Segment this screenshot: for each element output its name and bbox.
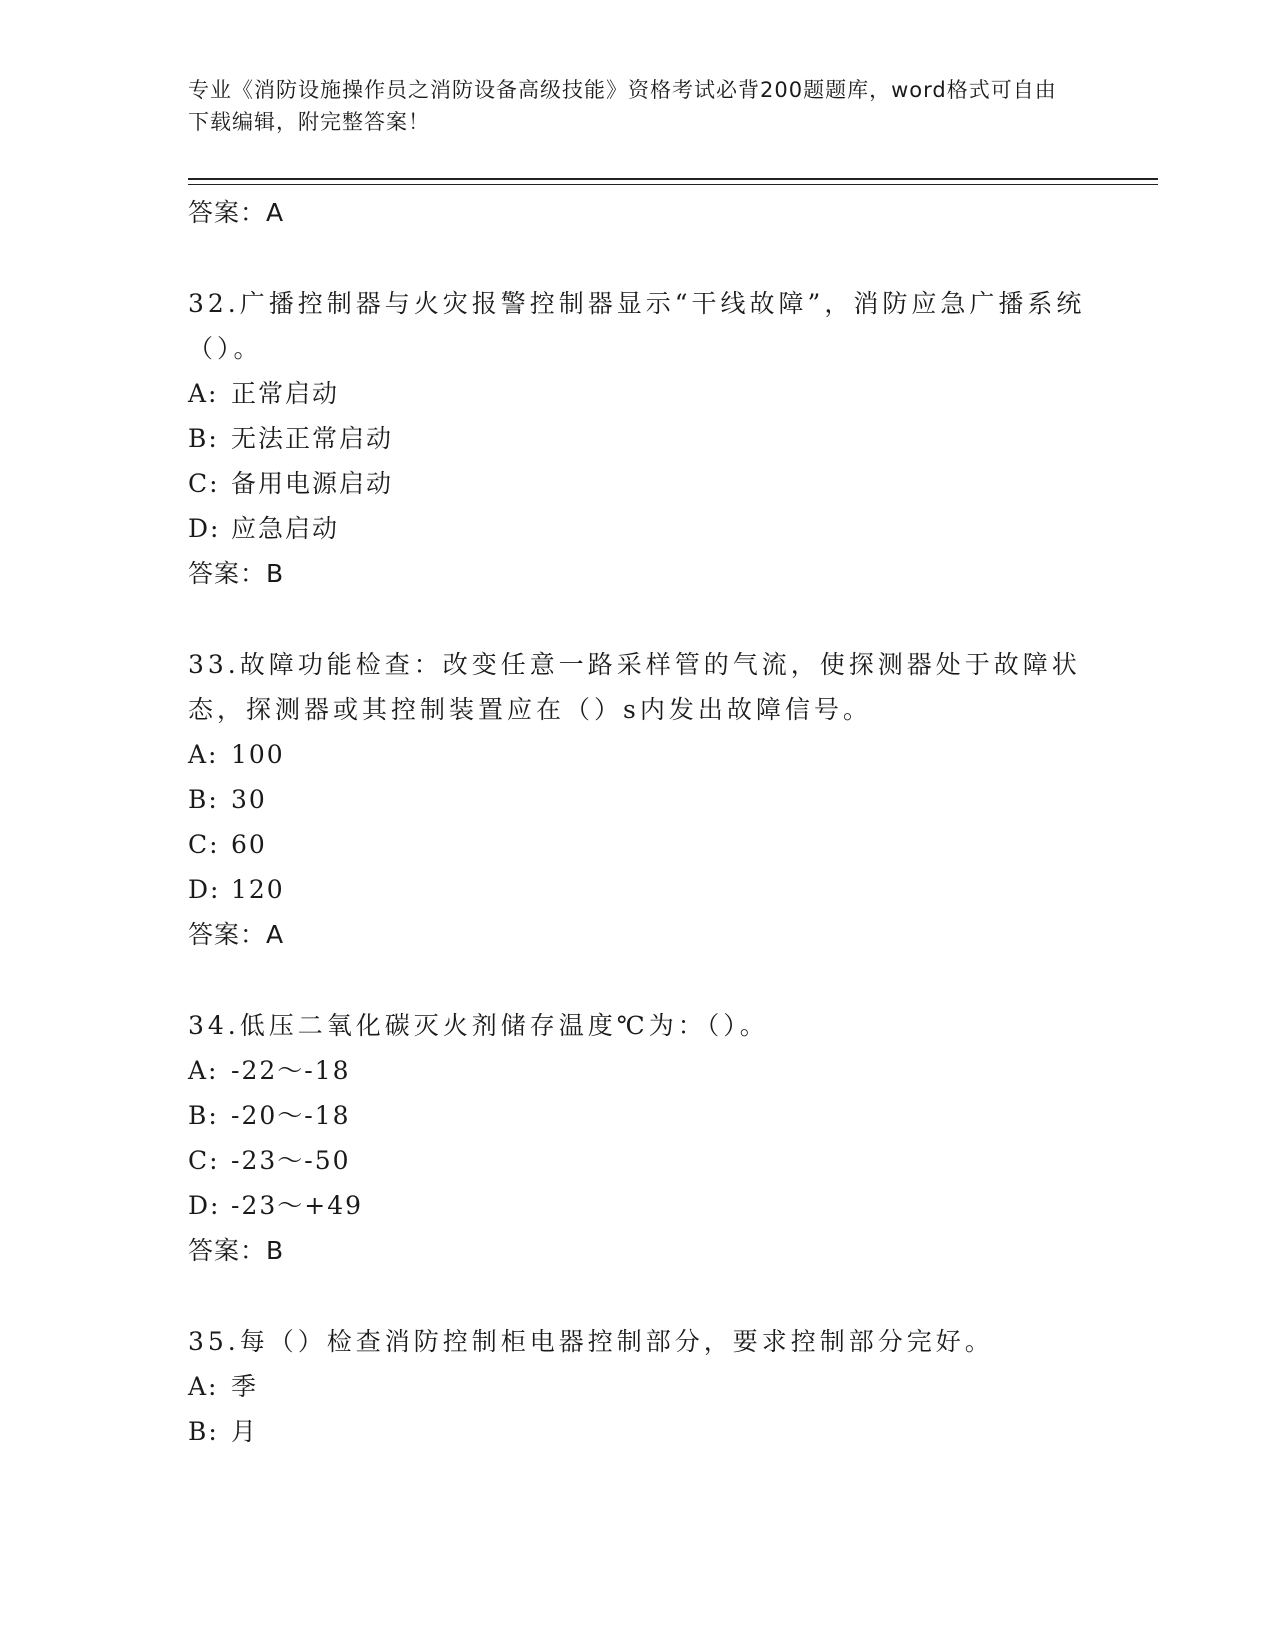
option-label: A: [188, 740, 219, 769]
header-divider-thin [188, 184, 1158, 185]
option-c [188, 1138, 1088, 1183]
option-label: B: [188, 424, 219, 453]
answer-line: 答案：A [188, 198, 285, 227]
option-text: 60 [231, 830, 267, 859]
question-block [188, 281, 1088, 596]
option-text: 备用电源启动 [231, 469, 394, 498]
question-text: 33.故障功能检查：改变任意一路采样管的气流，使探测器处于故障状态，探测器或其控制装置应在（）s内发出故障信号。 [188, 650, 1081, 724]
option-a [188, 371, 1088, 416]
option-label: A: [188, 1372, 219, 1401]
header-divider-thick [188, 178, 1158, 180]
option-c [188, 822, 1088, 867]
option-label: A: [188, 1056, 219, 1085]
option-text: 正常启动 [231, 379, 340, 408]
option-text: -20～-18 [231, 1101, 351, 1130]
option-a [188, 1048, 1088, 1093]
option-text: -23～-50 [231, 1146, 351, 1175]
option-text: 30 [231, 785, 267, 814]
option-b [188, 777, 1088, 822]
question-block [188, 1003, 1088, 1273]
option-label: B: [188, 785, 219, 814]
option-label: D: [188, 875, 221, 904]
option-label: C: [188, 1146, 220, 1175]
option-text: 月 [231, 1417, 259, 1446]
option-text: 季 [231, 1372, 259, 1401]
answer-line: 答案：B [188, 559, 285, 588]
answer-line: 答案：B [188, 1236, 285, 1265]
option-label: D: [188, 514, 221, 543]
question-text: 35.每（）检查消防控制柜电器控制部分，要求控制部分完好。 [188, 1327, 994, 1356]
option-text: 应急启动 [231, 514, 340, 543]
option-label: A: [188, 379, 219, 408]
question-block [188, 1319, 1088, 1454]
question-text: 34.低压二氧化碳灭火剂储存温度℃为：（）。 [188, 1011, 769, 1040]
option-text: 100 [231, 740, 285, 769]
option-d [188, 867, 1088, 912]
option-d [188, 1183, 1088, 1228]
option-b [188, 416, 1088, 461]
option-label: B: [188, 1417, 219, 1446]
option-text: 120 [231, 875, 285, 904]
option-a [188, 732, 1088, 777]
option-text: -23～+49 [231, 1191, 364, 1220]
option-text: -22～-18 [231, 1056, 351, 1085]
answer-line: 答案：A [188, 920, 285, 949]
option-label: B: [188, 1101, 219, 1130]
option-label: C: [188, 469, 220, 498]
question-text: 32.广播控制器与火灾报警控制器显示“干线故障”，消防应急广播系统（）。 [188, 289, 1086, 363]
option-text: 无法正常启动 [231, 424, 394, 453]
option-c [188, 461, 1088, 506]
document-header: 专业《消防设施操作员之消防设备高级技能》资格考试必背200题题库，word格式可自由下载编辑，附完整答案！ [188, 78, 1057, 134]
option-label: C: [188, 830, 220, 859]
question-block [188, 642, 1088, 957]
option-b [188, 1093, 1088, 1138]
option-d [188, 506, 1088, 551]
option-label: D: [188, 1191, 221, 1220]
option-a [188, 1364, 1088, 1409]
question-list [188, 190, 1088, 1454]
option-b [188, 1409, 1088, 1454]
